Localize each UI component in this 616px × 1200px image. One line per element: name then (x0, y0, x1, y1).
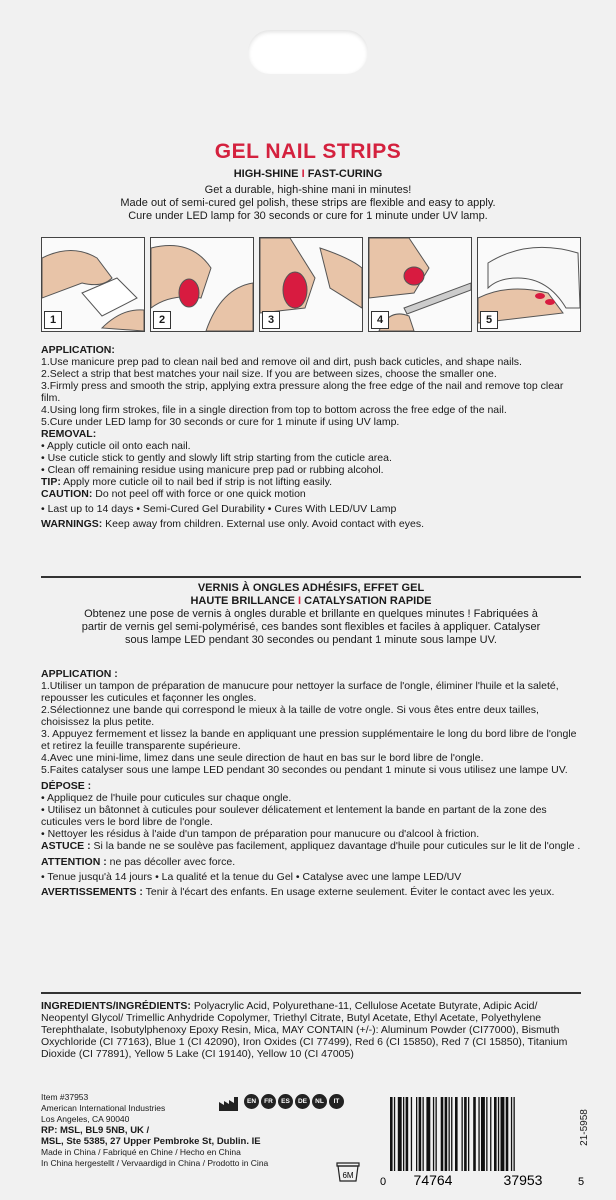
vertical-code-text: 21-5958 (578, 1109, 590, 1146)
language-badge: IT (329, 1094, 344, 1109)
barcode-bar (455, 1097, 458, 1171)
step-number: 1 (44, 311, 62, 329)
barcode-bar (406, 1097, 409, 1171)
warnings-text (41, 886, 581, 898)
caution-text (41, 488, 581, 500)
made-in-line: In China hergestellt / Vervaardigd in China / Prodotto in Cina (41, 1158, 269, 1168)
barcode-bar (514, 1097, 515, 1171)
french-subtitle-left: HAUTE BRILLANCE (190, 595, 295, 607)
msl-address: MSL, Ste 5385, 27 Upper Pembroke St, Dublin. IE (41, 1136, 261, 1147)
barcode-bar (390, 1097, 393, 1171)
step-illustrations (41, 237, 577, 332)
barcode-bar (423, 1097, 424, 1171)
tip-text (41, 476, 581, 488)
barcode-bar (464, 1097, 467, 1171)
tip-label: ASTUCE : (41, 840, 91, 852)
application-step: 4.Using long firm strokes, file in a single direction from top to bottom across the free edge of the nail. (41, 404, 507, 416)
barcode-digits-right: 37953 (503, 1172, 543, 1188)
barcode-bars (390, 1097, 515, 1171)
step-4-panel (368, 237, 472, 332)
french-intro: Obtenez une pose de vernis à ongles durable et brillante en quelques minutes ! Fabriquées à partir de vernis gel semi-polymérisé, ces bandes sont flexibles et faciles à appliquer. Catalyser sous lampe LED pendant 30 secondes ou pendant 1 minute sous lampe UV. (81, 608, 541, 646)
barcode-bar (403, 1097, 404, 1171)
features-list: • Tenue jusqu'à 14 jours • La qualité et la tenue du Gel • Catalyse avec une lampe LED/UV (41, 871, 462, 883)
barcode-bar (462, 1097, 463, 1171)
removal-step: • Clean off remaining residue using manicure prep pad or rubbing alcohol. (41, 464, 384, 476)
language-badge: FR (261, 1094, 276, 1109)
application-heading: APPLICATION : (41, 668, 118, 680)
barcode-bar (481, 1097, 485, 1171)
warnings-body: Tenir à l'écart des enfants. En usage externe seulement. Éviter le contact avec les yeux. (142, 886, 555, 898)
product-title: GEL NAIL STRIPS (214, 140, 402, 163)
removal-heading: DÉPOSE : (41, 780, 92, 792)
french-title: VERNIS À ONGLES ADHÉSIFS, EFFET GEL (197, 582, 425, 594)
language-badge: DE (295, 1094, 310, 1109)
subtitle-left: HIGH-SHINE (233, 168, 299, 180)
french-subtitle-right: CATALYSATION RAPIDE (304, 595, 432, 607)
caution-body: ne pas décoller avec force. (106, 856, 236, 868)
french-subtitle (41, 595, 581, 608)
barcode-bar (419, 1097, 422, 1171)
language-badge: EN (244, 1094, 259, 1109)
barcode-bar (451, 1097, 452, 1171)
step-number: 5 (480, 311, 498, 329)
subtitle-right: FAST-CURING (307, 168, 383, 180)
intro-text (90, 184, 526, 223)
step-number: 4 (371, 311, 389, 329)
pao-label: 6M (342, 1171, 354, 1180)
removal-heading: REMOVAL: (41, 428, 97, 440)
item-number: Item #37953 (41, 1092, 89, 1102)
application-step: 2.Select a strip that best matches your nail size. If you are between sizes, choose the smaller one. (41, 368, 497, 380)
step-number: 3 (262, 311, 280, 329)
tip-label: TIP: (41, 476, 61, 488)
ingredients-label: INGREDIENTS/INGRÉDIENTS: (41, 1000, 191, 1012)
barcode-bar (490, 1097, 491, 1171)
warnings-label: WARNINGS: (41, 518, 103, 530)
company-city: Los Angeles, CA 90040 (41, 1114, 130, 1124)
company-name: American International Industries (41, 1103, 166, 1113)
barcode-bar (473, 1097, 476, 1171)
barcode-bar (441, 1097, 444, 1171)
application-step: 5.Faites catalyser sous une lampe LED pendant 30 secondes ou pendant 1 minute si vous utilisez une lampe UV. (41, 764, 568, 776)
barcode-bar (445, 1097, 448, 1171)
application-step: 3.Firmly press and smooth the strip, applying extra pressure along the free edge of the nail and remove top clear film. (41, 380, 564, 404)
barcode-bar (486, 1097, 487, 1171)
step-number: 2 (153, 311, 171, 329)
ingredients-body: Polyacrylic Acid, Polyurethane-11, Cellulose Acetate Butyrate, Adipic Acid/ Neopentyl Glycol/ Trimellic Anhydride Copolymer, Triethyl Citrate, Butyl Acetate, Ethyl Acetate, Polyethylene Terephthalate, Isobutylphenoxy Epoxy Resin, Mica, MAY CONTAIN (+/-): Aluminum Powder (CI77000), Bismuth Oxychloride (CI 77163), Blue 1 (CI 42090), Iron Oxides (CI 77499), Red 6 (CI 15850), Red 7 (CI 15850), Titanium Dioxide (CI 77891), Yellow 5 Lake (CI 19140), Yellow 10 (CI 47005) (41, 1000, 568, 1060)
barcode-bar (416, 1097, 417, 1171)
barcode-digit-last: 5 (578, 1176, 585, 1188)
barcode-bar (426, 1097, 430, 1171)
ingredients-list (41, 1000, 581, 1060)
barcode-bar (494, 1097, 497, 1171)
factory-icon (218, 1096, 240, 1112)
intro-line: Cure under LED lamp for 30 seconds or cure for 1 minute under UV lamp. (128, 210, 488, 222)
barcode-bar (498, 1097, 499, 1171)
divider (41, 576, 581, 578)
application-heading: APPLICATION: (41, 344, 115, 356)
application-step: 4.Avec une mini-lime, limez dans une seule direction de haut en bas sur le bord libre de l'ongle. (41, 752, 484, 764)
removal-step: • Appliquez de l'huile pour cuticules sur chaque ongle. (41, 792, 292, 804)
step-2-panel (150, 237, 254, 332)
made-in-line: Made in China / Fabriqué en Chine / Hecho en China (41, 1147, 241, 1157)
french-instructions (41, 668, 581, 898)
english-instructions (41, 344, 581, 530)
barcode-bar (468, 1097, 469, 1171)
french-header (41, 582, 581, 647)
caution-label: CAUTION: (41, 488, 93, 500)
application-step: 5.Cure under LED lamp for 30 seconds or cure for 1 minute if using UV lamp. (41, 416, 400, 428)
tip-text (41, 840, 581, 852)
removal-step: • Utilisez un bâtonnet à cuticules pour soulever délicatement et lentement la bande en partant de la zone des cuticules vers le bord libre de l'ongle. (41, 804, 547, 828)
application-step: 1.Use manicure prep pad to clean nail bed and remove oil and dirt, push back cuticles, and shape nails. (41, 356, 522, 368)
removal-step: • Nettoyer les résidus à l'aide d'un tampon de préparation pour manucure ou d'alcool à friction. (41, 828, 480, 840)
subtitle-separator: I (301, 168, 305, 180)
barcode-bar (394, 1097, 395, 1171)
barcode-bar (501, 1097, 505, 1171)
divider (41, 992, 581, 994)
barcode-bar (411, 1097, 412, 1171)
period-after-opening-icon (335, 1160, 361, 1182)
removal-step: • Apply cuticle oil onto each nail. (41, 440, 191, 452)
rp-address: RP: MSL, BL9 5NB, UK / (41, 1125, 150, 1136)
barcode-bar (436, 1097, 437, 1171)
tip-body: Apply more cuticle oil to nail bed if strip is not lifting easily. (60, 476, 333, 488)
barcode-bar (433, 1097, 434, 1171)
step-1-panel (41, 237, 145, 332)
caution-label: ATTENTION : (41, 856, 107, 868)
hang-tab-hole (248, 30, 368, 74)
warnings-text (41, 518, 581, 530)
barcode-bar (478, 1097, 479, 1171)
vertical-code (578, 1100, 604, 1160)
caution-body: Do not peel off with force or one quick motion (92, 488, 306, 500)
removal-step: • Use cuticle stick to gently and slowly lift strip starting from the cuticle area. (41, 452, 392, 464)
step-3-panel (259, 237, 363, 332)
intro-line: Get a durable, high-shine mani in minutes! (204, 184, 412, 196)
warnings-body: Keep away from children. External use only. Avoid contact with eyes. (102, 518, 425, 530)
barcode-digits-left: 74764 (413, 1172, 453, 1188)
application-step: 3. Appuyez fermement et lissez la bande en appliquant une pression supplémentaire le long du bord libre de l'ongle et retirez la feuille transparente supérieure. (41, 728, 577, 752)
tip-body: Si la bande ne se soulève pas facilement, appliquez davantage d'huile pour cuticules sur le lit de l'ongle . (90, 840, 581, 852)
barcode-bar (506, 1097, 509, 1171)
language-badges (244, 1094, 344, 1109)
application-step: 1.Utiliser un tampon de préparation de manucure pour nettoyer la surface de l'ongle, éliminer l'huile et la saleté, repousser les cuticules et façonner les ongles. (41, 680, 559, 704)
intro-line: Made out of semi-cured gel polish, these strips are flexible and easy to apply. (120, 197, 496, 209)
language-badge: NL (312, 1094, 327, 1109)
barcode (378, 1095, 588, 1190)
step-5-panel (477, 237, 581, 332)
language-badge: ES (278, 1094, 293, 1109)
warnings-label: AVERTISSEMENTS : (41, 886, 143, 898)
barcode-bar (511, 1097, 512, 1171)
application-step: 2.Sélectionnez une bande qui correspond le mieux à la taille de votre ongle. Si vous êtes entre deux tailles, choisissez la plus petite. (41, 704, 539, 728)
product-subtitle (0, 168, 616, 180)
french-subtitle-separator: I (298, 595, 302, 607)
barcode-digit-first: 0 (380, 1176, 387, 1188)
caution-text (41, 856, 581, 868)
barcode-bar (398, 1097, 402, 1171)
features-list: • Last up to 14 days • Semi-Cured Gel Durability • Cures With LED/UV Lamp (41, 503, 397, 515)
barcode-bar (449, 1097, 450, 1171)
